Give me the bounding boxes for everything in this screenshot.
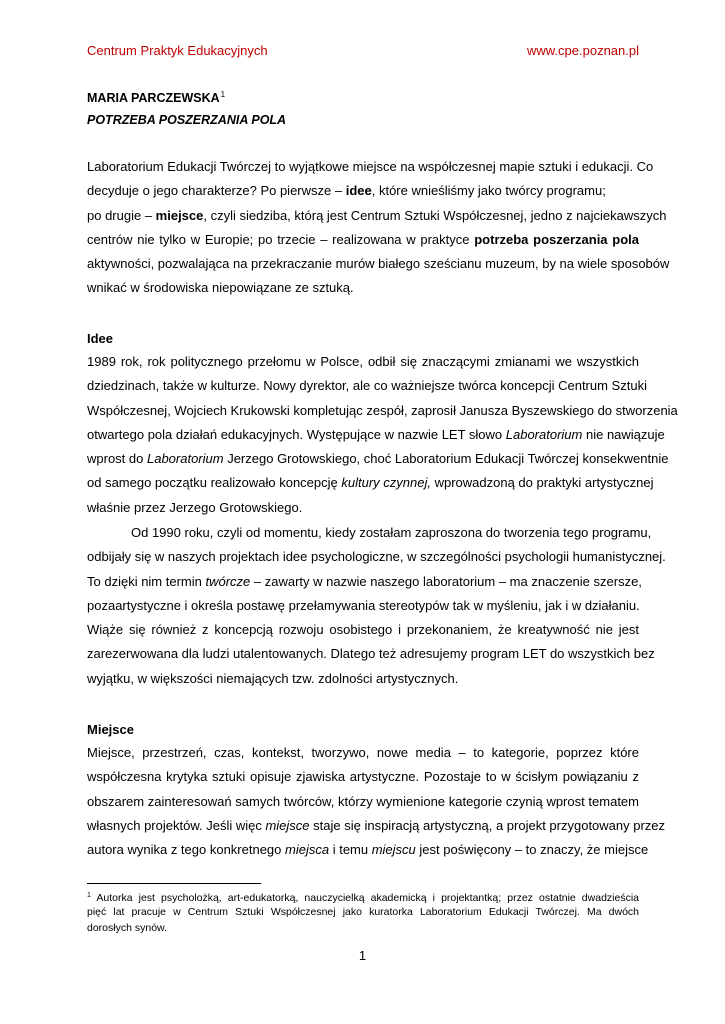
text-line: wyjątku, w większości niemających tzw. zdolności artystycznych. <box>87 670 459 686</box>
text-line: Laboratorium Edukacji Twórczej to wyjątkowe miejsce na współczesnej mapie sztuki i edukacji. Co <box>87 159 654 174</box>
text-line: własnych projektów. Jeśli więc miejsce staje się inspiracją artystyczną, a projekt przygotowany przez <box>87 817 666 833</box>
text-line: otwartego pola działań edukacyjnych. Występujące w nazwie LET słowo Laboratorium nie nawiązuje <box>87 426 665 442</box>
section-heading-idee: Idee <box>87 331 114 346</box>
idee-paragraph-1 <box>87 350 678 520</box>
text-line: wnikać w środowiska niepowiązane ze sztuką. <box>87 280 354 296</box>
footnote-number: 1 <box>87 892 91 899</box>
text-line: po drugie – miejsce, czyli siedziba, którą jest Centrum Sztuki Współczesnej, jedno z najciekawszych <box>87 207 667 223</box>
text-line: Współczesnej, Wojciech Krukowski kompletując zespół, zaprosił Janusza Byszewskiego do stworzenia <box>87 402 678 418</box>
intro-paragraph <box>87 155 670 301</box>
text-line: właśnie przez Jerzego Grotowskiego. <box>87 499 303 515</box>
header-website: www.cpe.poznan.pl <box>526 43 639 58</box>
text-line: To dzięki nim termin twórcze – zawarty w nazwie naszego laboratorium – ma znaczenie szersze, <box>87 573 642 589</box>
text-line: autora wynika z tego konkretnego miejsca i temu miejscu jest poświęcony – to znaczy, że miejsce <box>87 842 649 858</box>
text-line: Od 1990 roku, czyli od momentu, kiedy zostałam zaproszona do tworzenia tego programu, <box>131 525 652 540</box>
idee-paragraph-2 <box>87 521 666 691</box>
footnote-reference: 1 <box>220 90 226 99</box>
text-line: odbijały się w naszych projektach idee psychologiczne, w szczególności psychologii humanistycznej. <box>87 549 666 565</box>
text-line: pozaartystyczne i określa postawę przełamywania stereotypów tak w myśleniu, jak i w działaniu. <box>87 597 640 613</box>
text-line: od samego początku realizowało koncepcję kultury czynnej, wprowadzoną do praktyki artystycznej <box>87 475 654 491</box>
footnote <box>87 888 639 936</box>
text-line: zarezerwowana dla ludzi utalentowanych. Dlatego też adresujemy program LET do wszystkich bez <box>87 646 655 662</box>
page-number: 1 <box>358 948 367 963</box>
header-organization: Centrum Praktyk Edukacyjnych <box>87 43 268 58</box>
footnote-line: dorosłych synów. <box>87 922 167 934</box>
text-line: dziedzinach, także w kulturze. Nowy dyrektor, ale co ważniejsze twórca koncepcji Centrum Sztuki <box>87 378 647 394</box>
miejsce-paragraph <box>87 741 666 862</box>
text-line: współczesna krytyka sztuki opisuje zjawiska artystyczne. Pozostaje to w ścisłym powiązaniu z <box>87 769 639 785</box>
article-title: POTRZEBA POSZERZANIA POLA <box>87 113 287 127</box>
text-line: Wiąże się również z koncepcją rozwoju osobistego i przekonaniem, że kreatywność nie jest <box>87 622 639 638</box>
section-heading-miejsce: Miejsce <box>87 722 134 737</box>
text-line: aktywności, pozwalająca na przekraczanie murów białego sześcianu muzeum, by na wiele sposobów <box>87 256 670 272</box>
footnote-line: $^1$ Autorka jest psycholożką, art-edukatorką, nauczycielką akademicką i projektantką; przez ostatnie dwadzieścia <box>87 892 639 904</box>
text-line: decyduje o jego charakterze? Po pierwsze – idee, które wnieśliśmy jako twórcy programu; <box>87 183 606 199</box>
text-line: 1989 rok, rok politycznego przełomu w Polsce, odbił się znaczącymi zmianami we wszystkich <box>87 354 639 369</box>
text-line: obszarem zainteresowań samych twórców, którzy wymienione kategorie czynią wprost tematem <box>87 793 639 809</box>
author-name: MARIA PARCZEWSKA$^1$ <box>87 90 226 105</box>
text-line: wprost do Laboratorium Jerzego Grotowskiego, choć Laboratorium Edukacji Twórczej konsekwentnie <box>87 451 669 467</box>
text-line: Miejsce, przestrzeń, czas, kontekst, tworzywo, nowe media – to kategorie, poprzez które <box>87 745 639 760</box>
footnote-separator <box>87 883 261 884</box>
text-line: centrów nie tylko w Europie; po trzecie – realizowana w praktyce potrzeba poszerzania pola <box>87 231 639 247</box>
footnote-line: pięć lat pracuje w Centrum Sztuki Współczesnej jako kuratorka Laboratorium Edukacji Twórczej. Ma dwóch <box>87 906 639 918</box>
